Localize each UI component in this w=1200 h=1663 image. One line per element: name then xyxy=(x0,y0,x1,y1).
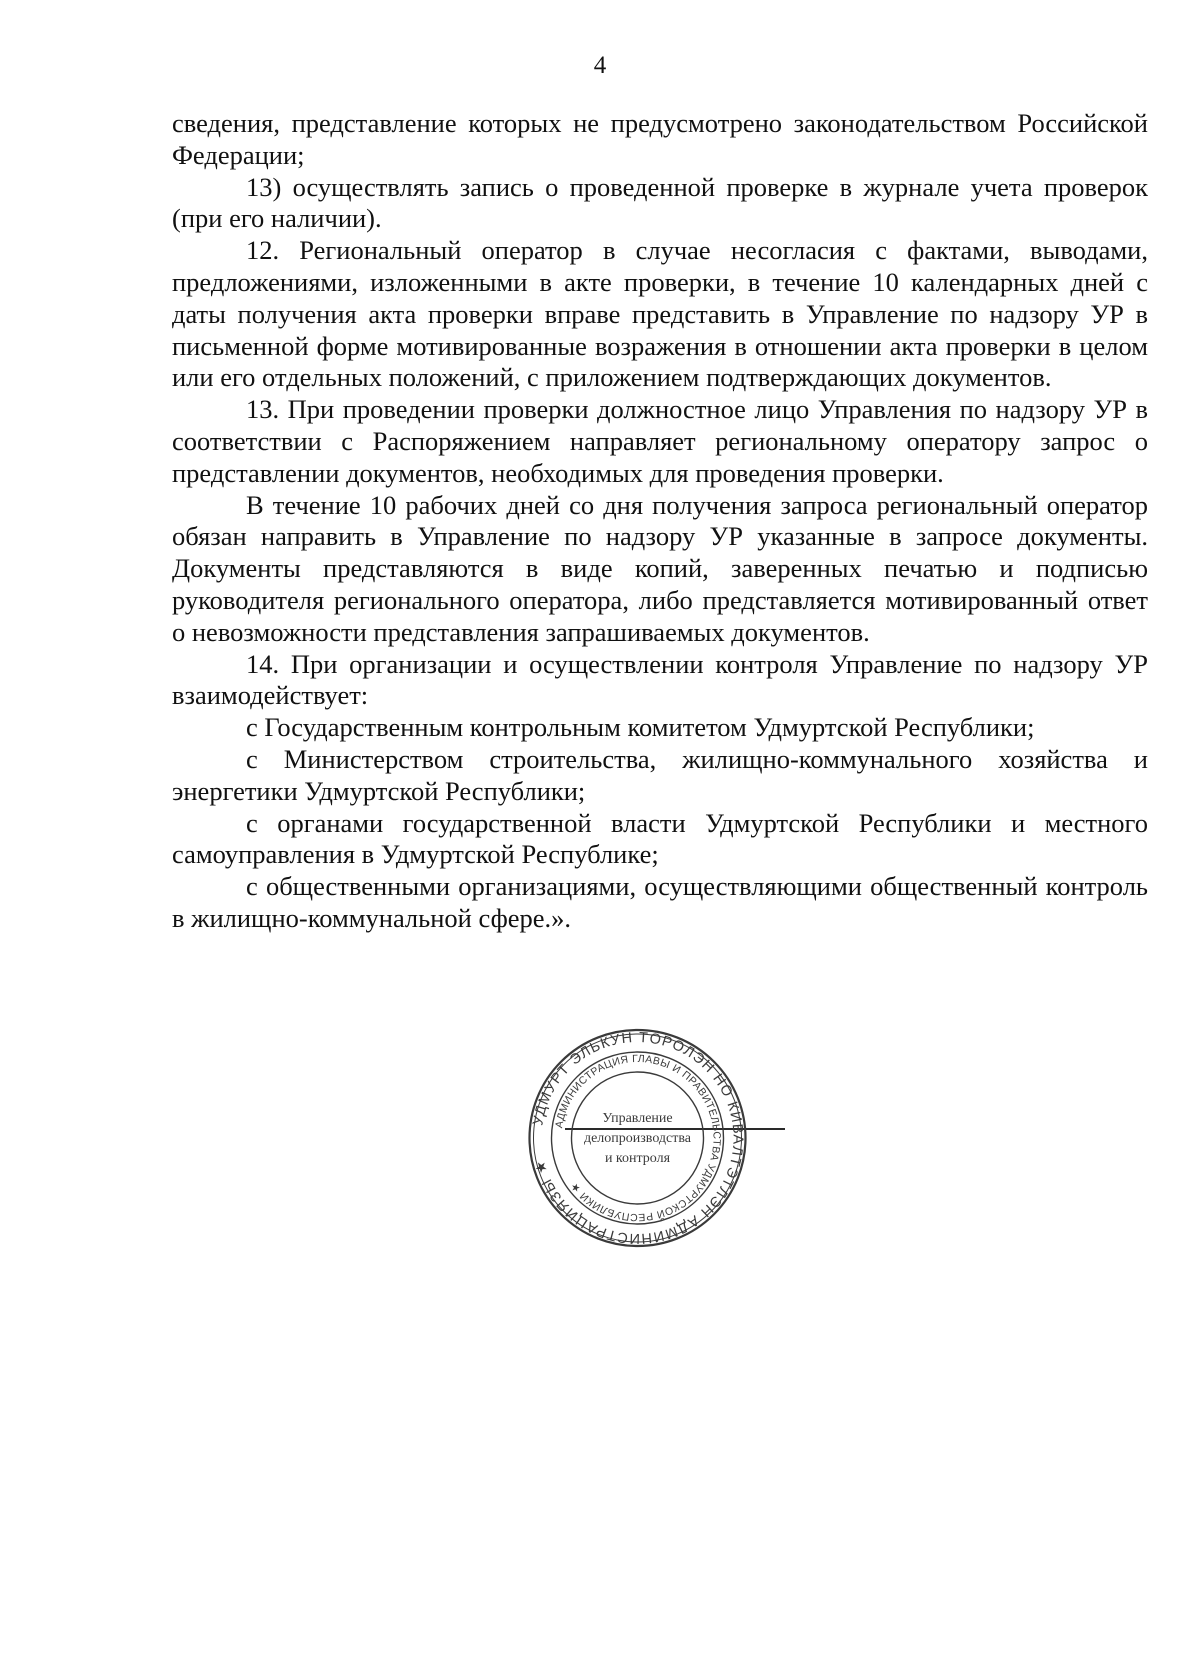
paragraph: 14. При организации и осуществлении контроля Управление по надзору УР взаимодействует: xyxy=(172,648,1148,711)
seal-center-line-3: и контроля xyxy=(604,1151,671,1166)
paragraph: с общественными организациями, осуществляющими общественный контроль в жилищно-коммунальной сфере.». xyxy=(172,871,1148,933)
paragraph: с Государственным контрольным комитетом Удмуртской Республики; xyxy=(246,712,1035,743)
document-body xyxy=(172,108,1148,935)
seal-outer-ring-text: УДМУРТ ЭЛЬКУН ТӦРОЛЭН НО КИВАЛТЭТЛЭН АДМИНИСТРАЦИЯЗЫ ★ xyxy=(530,1029,746,1247)
seal-inner-ring-text: АДМИНИСТРАЦИЯ ГЛАВЫ И ПРАВИТЕЛЬСТВА УДМУРТСКОЙ РЕСПУБЛИКИ ★ xyxy=(553,1052,723,1224)
paragraph: 13. При проведении проверки должностное лицо Управления по надзору УР в соответствии с Распоряжением направляет региональному оператору запрос о представлении документов, необходимых для проведения проверки. xyxy=(172,394,1148,488)
page-number: 4 xyxy=(593,52,607,79)
paragraph: сведения, представление которых не предусмотрено законодательством Российской Федерации; xyxy=(172,108,1148,170)
paragraph: с Министерством строительства, жилищно-коммунального хозяйства и энергетики Удмуртской Республики; xyxy=(172,743,1148,806)
paragraph: В течение 10 рабочих дней со дня получения запроса региональный оператор обязан направить в Управление по надзору УР указанные в запросе документы. Документы представляются в виде копий, заверенных печатью и подписью руководителя регионального оператора, либо представляется мотивированный ответ о невозможности представления запрашиваемых документов. xyxy=(172,489,1148,647)
official-seal xyxy=(525,1028,750,1248)
paragraph: 13) осуществлять запись о проведенной проверке в журнале учета проверок (при его наличии). xyxy=(172,171,1148,234)
paragraph: с органами государственной власти Удмуртской Республики и местного самоуправления в Удмуртской Республике; xyxy=(172,807,1148,870)
seal-center-line-2: делопроизводства xyxy=(583,1131,692,1146)
seal-center-line-1: Управление xyxy=(602,1111,673,1126)
paragraph: 12. Региональный оператор в случае несогласия с фактами, выводами, предложениями, изложенными в акте проверки, в течение 10 календарных дней с даты получения акта проверки вправе представить в Управление по надзору УР в письменной форме мотивированные возражения в отношении акта проверки в целом или его отдельных положений, с приложением подтверждающих документов. xyxy=(172,235,1148,393)
